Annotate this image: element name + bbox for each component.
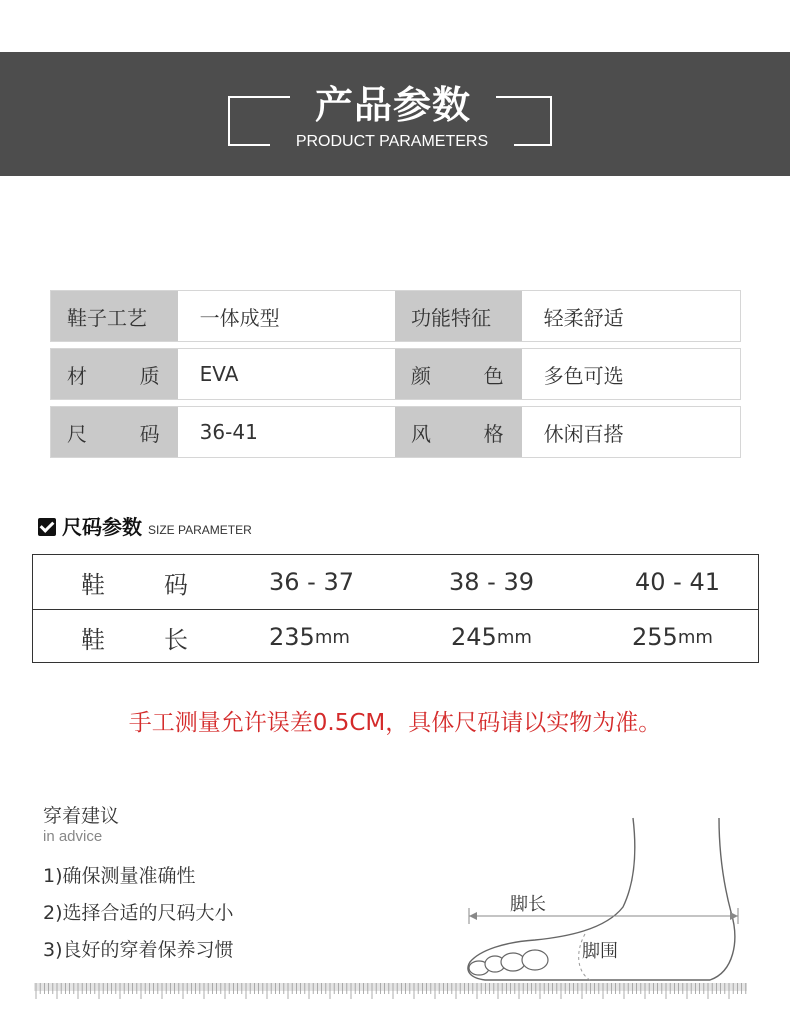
length-value: 255 [632, 623, 678, 651]
param-value: EVA [178, 349, 395, 399]
size-row-label: 鞋 [81, 570, 105, 599]
param-key-char: 色 [483, 363, 504, 388]
measurement-note: 手工测量允许误差0.5CM，具体尺码请以实物为准。 [128, 710, 662, 736]
param-row [50, 290, 741, 342]
param-key [395, 407, 522, 457]
toe-shape [522, 950, 548, 970]
foot-girth-label: 脚围 [582, 941, 618, 962]
advice-subtitle: in advice [43, 828, 103, 845]
page-title: 产品参数 [314, 83, 471, 127]
checkbox-icon [38, 518, 56, 536]
product-parameters-table [50, 290, 741, 464]
param-key-char: 颜 [411, 363, 431, 388]
advice-item: 1)确保测量准确性 [43, 865, 196, 887]
length-unit: mm [677, 626, 713, 648]
length-unit: mm [314, 626, 350, 648]
size-parameter-heading [38, 511, 252, 540]
param-key: 鞋子工艺 [51, 291, 178, 341]
size-row [33, 555, 758, 609]
size-row [33, 609, 758, 663]
foot-diagram [455, 812, 755, 987]
param-key [51, 407, 178, 457]
size-cell: 36 - 37 [269, 568, 354, 596]
param-row [50, 348, 741, 400]
advice-item: 2)选择合适的尺码大小 [43, 902, 234, 924]
size-row-label: 鞋 [81, 625, 105, 654]
length-unit: mm [496, 626, 532, 648]
param-value: 一体成型 [178, 291, 395, 341]
param-key-char: 码 [139, 421, 160, 446]
bracket-right [542, 96, 552, 146]
toe-shape [501, 953, 525, 971]
size-cell: 40 - 41 [635, 568, 720, 596]
param-value: 多色可选 [522, 349, 740, 399]
length-value: 235 [269, 623, 315, 651]
advice-title: 穿着建议 [43, 805, 120, 827]
param-key [395, 349, 522, 399]
ruler [34, 983, 747, 1000]
size-cell [632, 610, 713, 664]
param-key: 功能特征 [395, 291, 522, 341]
param-key-char: 格 [483, 421, 504, 446]
size-heading-cn: 尺码参数 [62, 515, 142, 539]
param-value: 休闲百搭 [522, 407, 740, 457]
param-key-char: 风 [411, 421, 431, 446]
page-subtitle: PRODUCT PARAMETERS [295, 133, 489, 150]
size-cell [451, 610, 532, 664]
advice-item: 3)良好的穿着保养习惯 [43, 939, 234, 961]
param-value: 36-41 [178, 407, 395, 457]
arrow-head-left [469, 912, 477, 920]
length-value: 245 [451, 623, 497, 651]
param-key-char: 材 [67, 363, 87, 388]
arrow-head-right [730, 912, 738, 920]
param-key-char: 尺 [67, 421, 87, 446]
bracket-left [228, 96, 238, 146]
size-row-label: 码 [164, 570, 188, 599]
size-heading-en: SIZE PARAMETER [148, 523, 252, 537]
size-cell [269, 610, 350, 664]
size-cell: 38 - 39 [449, 568, 534, 596]
size-table [32, 554, 759, 663]
header-banner [0, 52, 790, 176]
param-value: 轻柔舒适 [522, 291, 740, 341]
param-key-char: 质 [139, 363, 160, 388]
param-row [50, 406, 741, 458]
size-row-label: 长 [164, 625, 188, 654]
param-key [51, 349, 178, 399]
foot-length-label: 脚长 [510, 894, 546, 915]
